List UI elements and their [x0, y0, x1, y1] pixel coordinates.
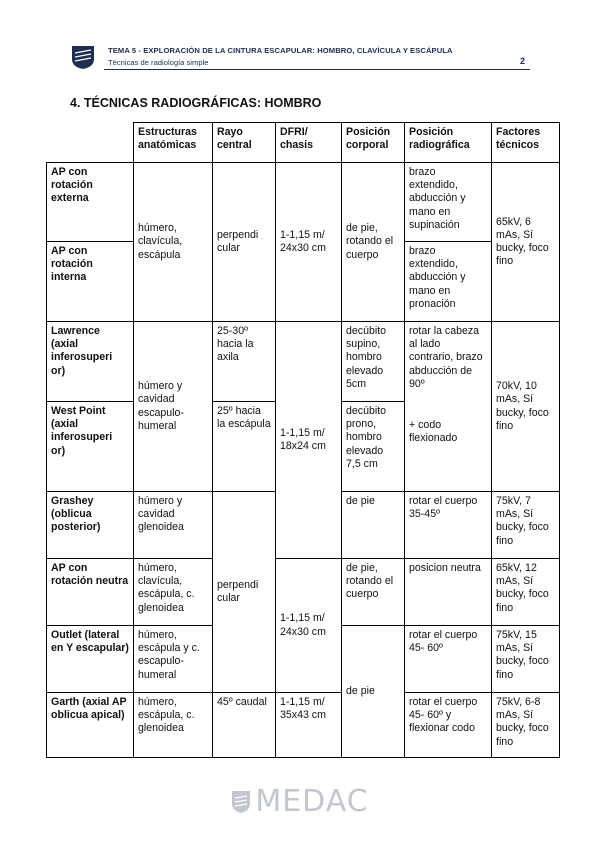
table-cell: de pie, rotando el cuerpo — [342, 163, 405, 322]
table-cell: 65kV, 12 mAs, Sí bucky, foco fino — [492, 559, 560, 626]
column-header: DFRI/ chasis — [276, 123, 342, 163]
technique-name: Lawrence (axial inferosuperi or) — [47, 322, 134, 402]
table-cell: húmero, clavícula, escápula, c. glenoidea — [134, 559, 213, 626]
table-cell: decúbito prono, hombro elevado 7,5 cm — [342, 402, 405, 492]
table-cell: brazo extendido, abducción y mano en supinación — [405, 163, 492, 242]
technique-name: Grashey (oblicua posterior) — [47, 492, 134, 559]
table-cell: decúbito supino, hombro elevado 5cm — [342, 322, 405, 402]
table-cell: perpendi cular — [213, 163, 276, 322]
table-cell: húmero, clavícula, escápula — [134, 163, 213, 322]
table-cell: de pie — [342, 626, 405, 758]
table-cell: brazo extendido, abducción y mano en pronación — [405, 242, 492, 322]
table-cell: 65kV, 6 mAs, Sí bucky, foco fino — [492, 163, 560, 322]
table-cell: 75kV, 6-8 mAs, Sí bucky, foco fino — [492, 693, 560, 758]
header-subtitle: Técnicas de radiología simple — [108, 58, 209, 67]
section-title: 4. TÉCNICAS RADIOGRÁFICAS: HOMBRO — [70, 96, 322, 110]
cell-text: rotar la cabeza al lado contrario, brazo abducción de 90º — [409, 325, 483, 390]
table-header-row — [47, 123, 560, 163]
table-cell: 1-1,15 m/ 18x24 cm — [276, 322, 342, 559]
technique-name: Outlet (lateral en Y escapular) — [47, 626, 134, 693]
table-cell: 70kV, 10 mAs, Sí bucky, foco fino — [492, 322, 560, 492]
table-row — [47, 693, 560, 758]
table-cell: húmero y cavidad escapulo-humeral — [134, 322, 213, 492]
table-cell: húmero, escápula, c. glenoidea — [134, 693, 213, 758]
table-cell: de pie, rotando el cuerpo — [342, 559, 405, 626]
table-cell: 1-1,15 m/ 35x43 cm — [276, 693, 342, 758]
table-row — [47, 163, 560, 242]
table-cell: 1-1,15 m/ 24x30 cm — [276, 559, 342, 693]
technique-name: Garth (axial AP oblicua apical) — [47, 693, 134, 758]
table-cell — [405, 322, 492, 492]
technique-name: AP con rotación interna — [47, 242, 134, 322]
table-cell: rotar el cuerpo 45- 60º y flexionar codo — [405, 693, 492, 758]
institution-logo-icon — [70, 44, 96, 70]
footer-logo — [0, 784, 600, 819]
table-cell: 45º caudal — [213, 693, 276, 758]
column-header: Posición corporal — [342, 123, 405, 163]
table-cell: húmero y cavidad glenoidea — [134, 492, 213, 559]
technique-name: West Point (axial inferosuperi or) — [47, 402, 134, 492]
table-cell: de pie — [342, 492, 405, 559]
table-cell: 75kV, 7 mAs, Sí bucky, foco fino — [492, 492, 560, 559]
footer-logo-text: MEDAC — [255, 784, 369, 819]
table-cell: rotar el cuerpo 45- 60º — [405, 626, 492, 693]
column-header: Rayo central — [213, 123, 276, 163]
column-header: Estructuras anatómicas — [134, 123, 213, 163]
table-cell: rotar el cuerpo 35-45º — [405, 492, 492, 559]
table-row — [47, 322, 560, 402]
table-cell: 75kV, 15 mAs, Sí bucky, foco fino — [492, 626, 560, 693]
table-cell: húmero, escápula y c. escapulo-humeral — [134, 626, 213, 693]
cell-text: + codo flexionado — [409, 419, 458, 445]
table-corner-cell — [47, 123, 134, 163]
page-number: 2 — [520, 56, 526, 66]
medac-shield-icon — [231, 790, 251, 814]
header-title: TEMA 5 - EXPLORACIÓN DE LA CINTURA ESCAPULAR: HOMBRO, CLAVÍCULA Y ESCÁPULA — [108, 46, 453, 55]
column-header: Posición radiográfica — [405, 123, 492, 163]
table-cell: 25º hacia la escápula — [213, 402, 276, 492]
table-cell: posicion neutra — [405, 559, 492, 626]
column-header: Factores técnicos — [492, 123, 560, 163]
technique-name: AP con rotación externa — [47, 163, 134, 242]
table-cell: 1-1,15 m/ 24x30 cm — [276, 163, 342, 322]
technique-name: AP con rotación neutra — [47, 559, 134, 626]
table-cell: 25-30º hacia la axila — [213, 322, 276, 402]
techniques-table — [46, 122, 560, 758]
header-divider — [104, 69, 530, 70]
table-cell: perpendi cular — [213, 492, 276, 693]
table-row — [47, 559, 560, 626]
